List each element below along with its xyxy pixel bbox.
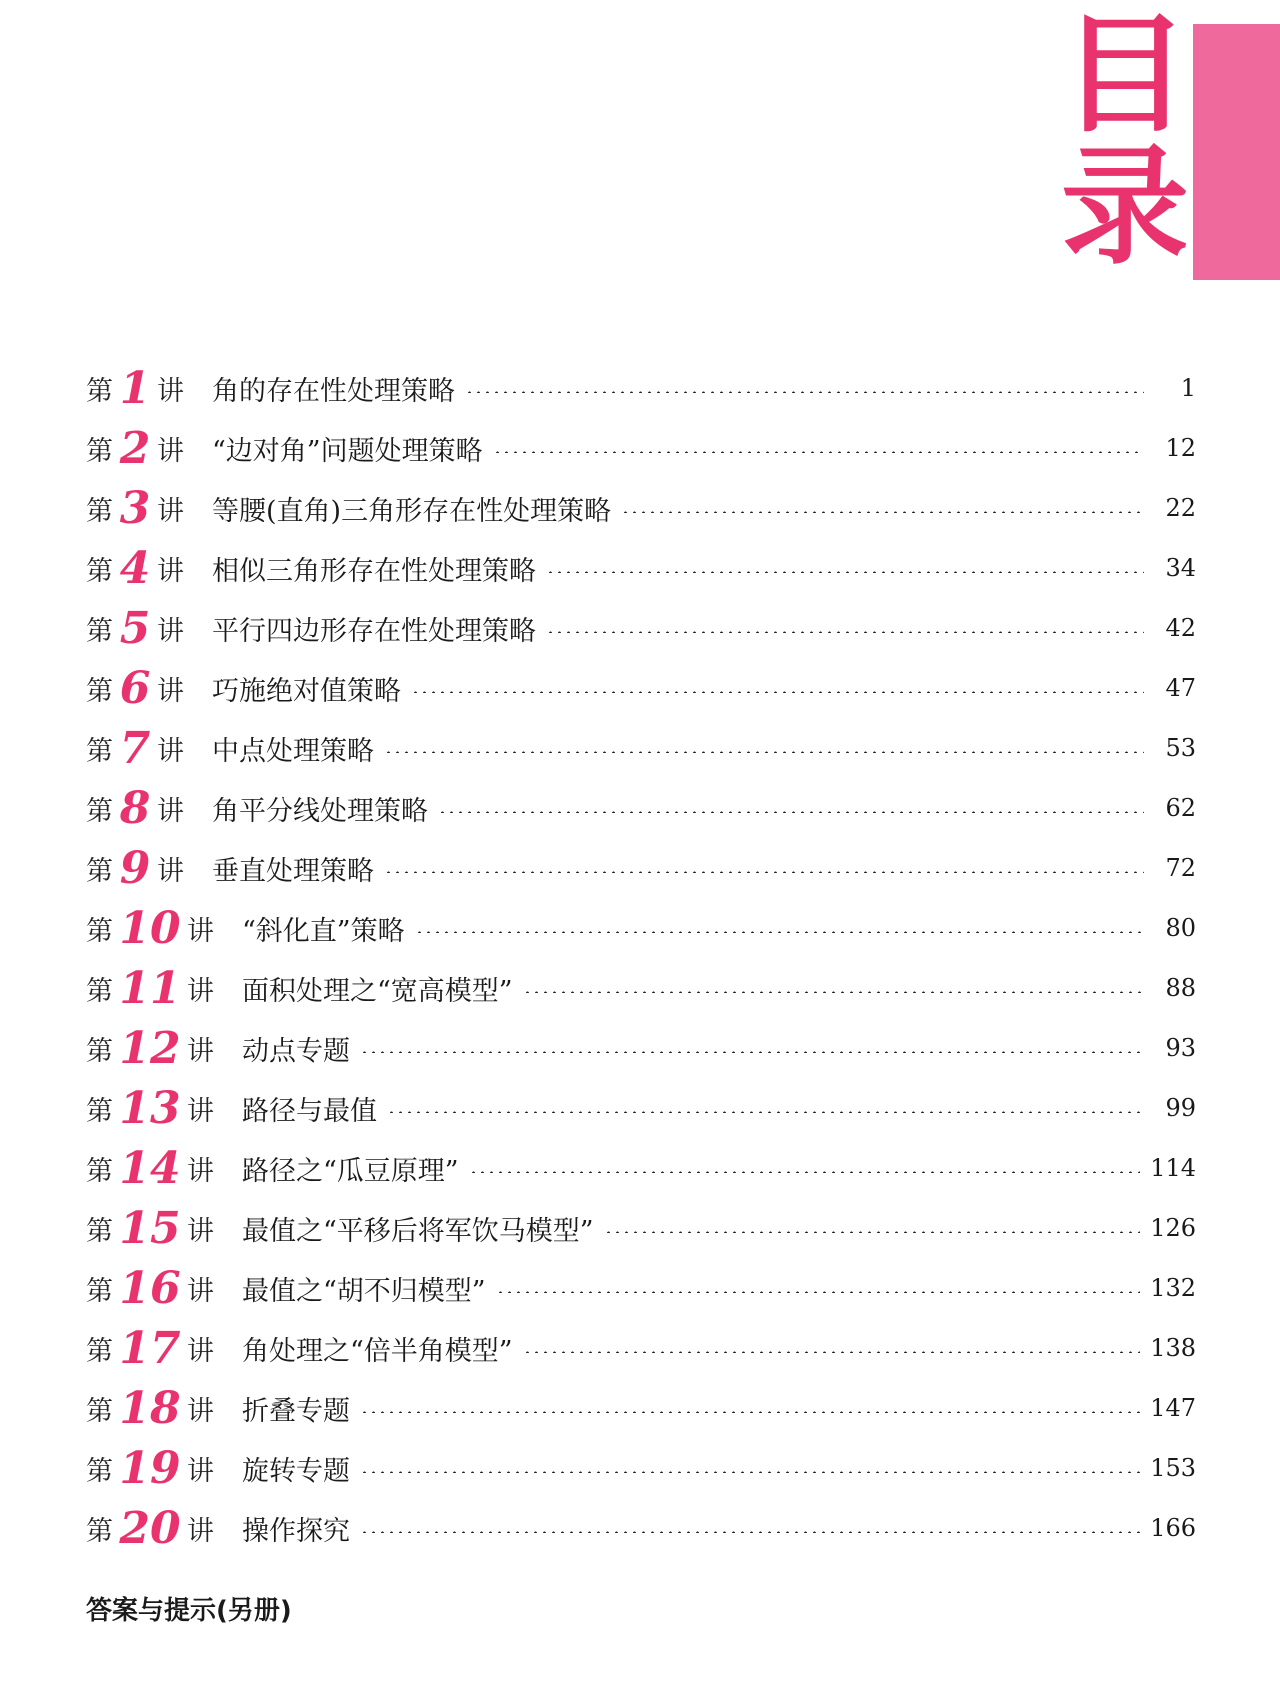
lecture-topic: 等腰(直角)三角形存在性处理策略 — [212, 495, 612, 527]
answer-note: 答案与提示(另册) — [86, 1596, 292, 1626]
page-number: 126 — [1150, 1214, 1196, 1242]
lecture-suffix: 讲 — [187, 1275, 214, 1307]
lecture-suffix: 讲 — [187, 1155, 214, 1187]
lecture-suffix: 讲 — [157, 375, 184, 407]
lecture-number: 8 — [119, 782, 151, 834]
lecture-suffix: 讲 — [187, 1095, 214, 1127]
lecture-number: 18 — [119, 1382, 181, 1434]
page-number: 88 — [1165, 974, 1196, 1002]
lecture-suffix: 讲 — [187, 1515, 214, 1547]
lecture-suffix: 讲 — [157, 555, 184, 587]
lecture-number: 13 — [119, 1082, 181, 1134]
lecture-topic: 角处理之“倍半角模型” — [242, 1335, 513, 1367]
dot-leader — [465, 391, 1144, 393]
lecture-topic: 折叠专题 — [242, 1395, 350, 1427]
toc-entry[interactable] — [86, 1138, 1196, 1198]
lecture-number: 14 — [119, 1142, 181, 1194]
lecture-number: 16 — [119, 1262, 181, 1314]
lecture-topic: 中点处理策略 — [212, 735, 374, 767]
lecture-suffix: 讲 — [157, 495, 184, 527]
lecture-topic: 面积处理之“宽高模型” — [242, 975, 513, 1007]
dot-leader — [496, 1291, 1141, 1293]
page-number: 22 — [1165, 494, 1196, 522]
lecture-number: 15 — [119, 1202, 181, 1254]
dot-leader — [360, 1051, 1144, 1053]
dot-leader — [604, 1231, 1141, 1233]
lecture-topic: 巧施绝对值策略 — [212, 675, 401, 707]
page-number: 166 — [1150, 1514, 1196, 1542]
page-title — [1055, 1, 1195, 282]
lecture-number: 6 — [119, 662, 151, 714]
toc-entry[interactable] — [86, 1498, 1196, 1558]
dot-leader — [523, 991, 1144, 993]
lecture-prefix: 第 — [86, 1095, 113, 1127]
title-accent-bar — [1193, 24, 1280, 280]
page-number: 114 — [1150, 1154, 1196, 1182]
toc-entry[interactable] — [86, 658, 1196, 718]
lecture-prefix: 第 — [86, 1515, 113, 1547]
lecture-number: 1 — [119, 362, 151, 414]
dot-leader — [493, 451, 1144, 453]
lecture-topic: 操作探究 — [242, 1515, 350, 1547]
lecture-prefix: 第 — [86, 975, 113, 1007]
lecture-number: 5 — [119, 602, 151, 654]
dot-leader — [546, 571, 1144, 573]
table-of-contents — [86, 358, 1196, 1558]
dot-leader — [384, 871, 1144, 873]
dot-leader — [360, 1531, 1140, 1533]
page-number: 42 — [1165, 614, 1196, 642]
lecture-prefix: 第 — [86, 495, 113, 527]
lecture-suffix: 讲 — [187, 1335, 214, 1367]
lecture-prefix: 第 — [86, 1155, 113, 1187]
lecture-topic: 旋转专题 — [242, 1455, 350, 1487]
lecture-prefix: 第 — [86, 1455, 113, 1487]
dot-leader — [360, 1471, 1140, 1473]
lecture-prefix: 第 — [86, 675, 113, 707]
toc-entry[interactable] — [86, 958, 1196, 1018]
dot-leader — [523, 1351, 1141, 1353]
page-number: 72 — [1165, 854, 1196, 882]
dot-leader — [546, 631, 1144, 633]
lecture-suffix: 讲 — [187, 1035, 214, 1067]
dot-leader — [384, 751, 1144, 753]
lecture-prefix: 第 — [86, 1215, 113, 1247]
lecture-suffix: 讲 — [187, 1395, 214, 1427]
lecture-prefix: 第 — [86, 1035, 113, 1067]
toc-entry[interactable] — [86, 598, 1196, 658]
lecture-number: 7 — [119, 722, 151, 774]
toc-entry[interactable] — [86, 838, 1196, 898]
lecture-number: 4 — [119, 542, 151, 594]
lecture-prefix: 第 — [86, 915, 113, 947]
lecture-suffix: 讲 — [187, 975, 214, 1007]
dot-leader — [438, 811, 1144, 813]
lecture-prefix: 第 — [86, 795, 113, 827]
page-number: 147 — [1150, 1394, 1196, 1422]
page-number: 1 — [1180, 374, 1196, 402]
toc-entry[interactable] — [86, 538, 1196, 598]
toc-entry[interactable] — [86, 478, 1196, 538]
page-number: 138 — [1150, 1334, 1196, 1362]
lecture-suffix: 讲 — [187, 1455, 214, 1487]
title-char-2: 录 — [1060, 133, 1189, 282]
page-number: 47 — [1165, 674, 1196, 702]
toc-entry[interactable] — [86, 1258, 1196, 1318]
page-number: 53 — [1165, 734, 1196, 762]
lecture-prefix: 第 — [86, 375, 113, 407]
page-number: 80 — [1165, 914, 1196, 942]
lecture-number: 10 — [119, 902, 181, 954]
lecture-suffix: 讲 — [157, 855, 184, 887]
toc-entry[interactable] — [86, 778, 1196, 838]
page-number: 99 — [1165, 1094, 1196, 1122]
page-number: 93 — [1165, 1034, 1196, 1062]
lecture-topic: “斜化直”策略 — [242, 915, 405, 947]
lecture-suffix: 讲 — [157, 615, 184, 647]
dot-leader — [360, 1411, 1140, 1413]
lecture-topic: “边对角”问题处理策略 — [212, 435, 483, 467]
lecture-number: 20 — [119, 1502, 181, 1554]
lecture-suffix: 讲 — [157, 675, 184, 707]
dot-leader — [415, 931, 1144, 933]
lecture-number: 3 — [119, 482, 151, 534]
lecture-prefix: 第 — [86, 1335, 113, 1367]
toc-entry[interactable] — [86, 1198, 1196, 1258]
toc-entry[interactable] — [86, 418, 1196, 478]
lecture-topic: 相似三角形存在性处理策略 — [212, 555, 536, 587]
dot-leader — [387, 1111, 1144, 1113]
toc-entry[interactable] — [86, 1078, 1196, 1138]
lecture-suffix: 讲 — [157, 795, 184, 827]
toc-entry[interactable] — [86, 1438, 1196, 1498]
lecture-prefix: 第 — [86, 1275, 113, 1307]
page-number: 34 — [1165, 554, 1196, 582]
lecture-topic: 平行四边形存在性处理策略 — [212, 615, 536, 647]
lecture-suffix: 讲 — [187, 915, 214, 947]
lecture-topic: 最值之“胡不归模型” — [242, 1275, 486, 1307]
toc-entry[interactable] — [86, 898, 1196, 958]
lecture-prefix: 第 — [86, 855, 113, 887]
page-number: 62 — [1165, 794, 1196, 822]
lecture-prefix: 第 — [86, 555, 113, 587]
lecture-number: 2 — [119, 422, 151, 474]
lecture-prefix: 第 — [86, 735, 113, 767]
dot-leader — [621, 511, 1144, 513]
lecture-number: 12 — [119, 1022, 181, 1074]
lecture-topic: 角的存在性处理策略 — [212, 375, 455, 407]
lecture-topic: 垂直处理策略 — [212, 855, 374, 887]
page-number: 153 — [1150, 1454, 1196, 1482]
toc-entry[interactable] — [86, 1378, 1196, 1438]
toc-entry[interactable] — [86, 1318, 1196, 1378]
lecture-prefix: 第 — [86, 435, 113, 467]
lecture-topic: 最值之“平移后将军饮马模型” — [242, 1215, 594, 1247]
page-number: 132 — [1150, 1274, 1196, 1302]
dot-leader — [411, 691, 1144, 693]
lecture-number: 11 — [119, 962, 181, 1014]
lecture-number: 9 — [119, 842, 151, 894]
page-number: 12 — [1165, 434, 1196, 462]
lecture-topic: 动点专题 — [242, 1035, 350, 1067]
toc-entry[interactable] — [86, 1018, 1196, 1078]
lecture-suffix: 讲 — [157, 435, 184, 467]
toc-entry[interactable] — [86, 718, 1196, 778]
lecture-topic: 角平分线处理策略 — [212, 795, 428, 827]
dot-leader — [469, 1171, 1141, 1173]
lecture-suffix: 讲 — [157, 735, 184, 767]
lecture-number: 19 — [119, 1442, 181, 1494]
lecture-prefix: 第 — [86, 615, 113, 647]
lecture-topic: 路径之“瓜豆原理” — [242, 1155, 459, 1187]
lecture-suffix: 讲 — [187, 1215, 214, 1247]
toc-entry[interactable] — [86, 358, 1196, 418]
lecture-topic: 路径与最值 — [242, 1095, 377, 1127]
lecture-number: 17 — [119, 1322, 181, 1374]
lecture-prefix: 第 — [86, 1395, 113, 1427]
title-char-1: 目 — [1060, 1, 1189, 150]
